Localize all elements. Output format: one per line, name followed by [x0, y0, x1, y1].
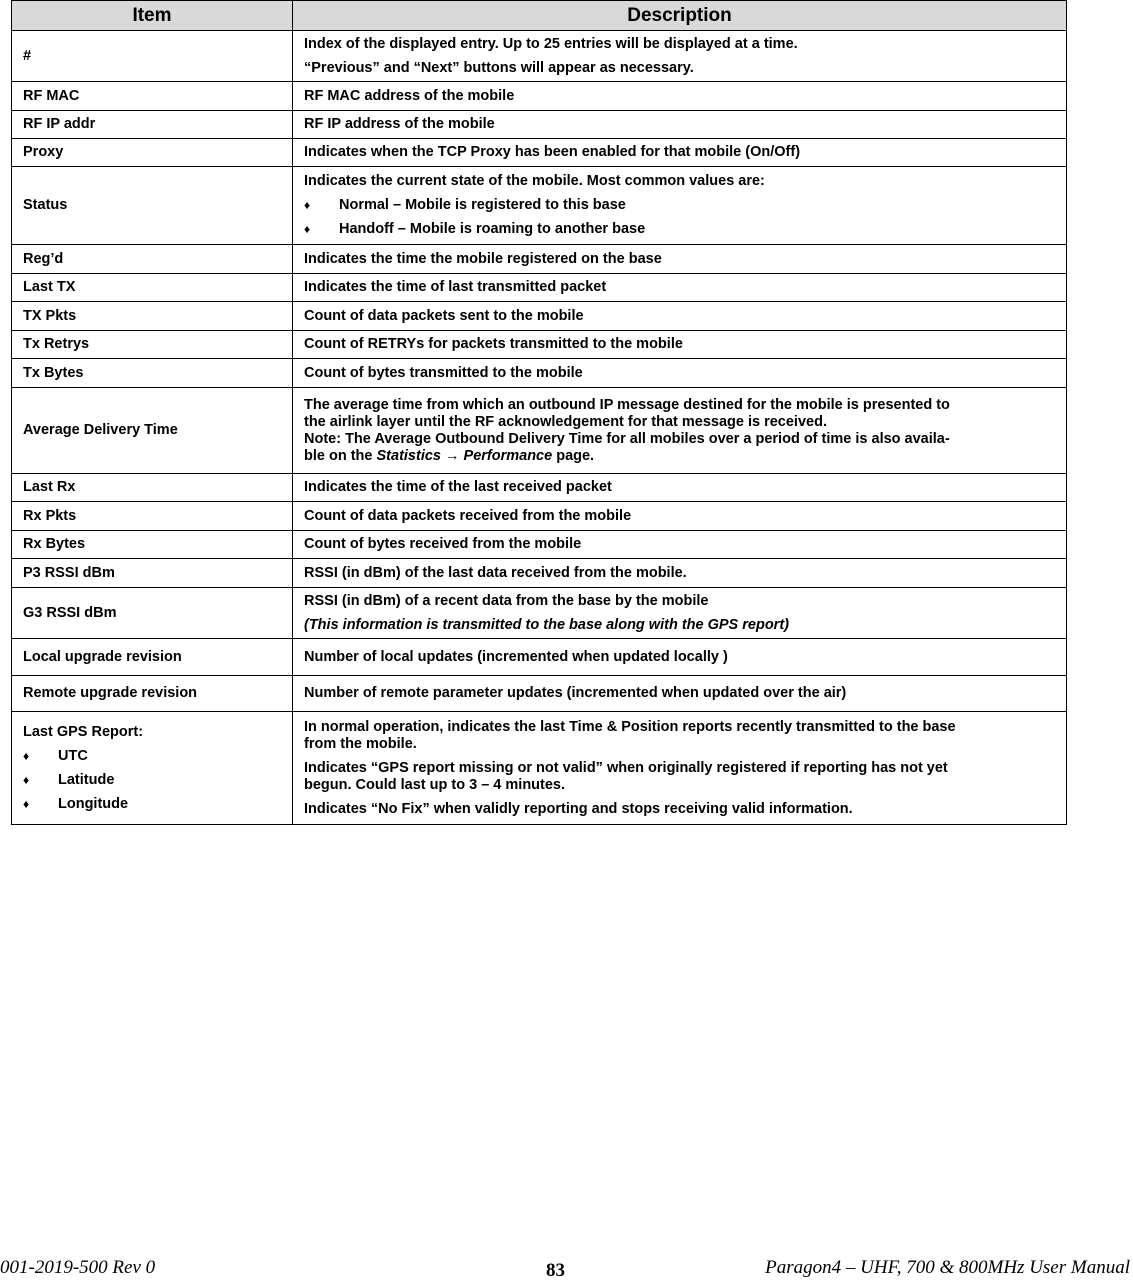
row-item: TX Pkts [12, 302, 293, 331]
list-item: ♦ Longitude [23, 795, 129, 812]
row-description: RSSI (in dBm) of a recent data from the base by the mobile (This information is transmitted to the base along with the GPS report) [293, 588, 1067, 639]
header-item: Item [12, 1, 293, 31]
row-item: Proxy [12, 139, 293, 167]
row-description: Indicates the time of the last received packet [293, 474, 1067, 502]
table-header-row [12, 1, 1067, 31]
row-description: Number of remote parameter updates (incremented when updated over the air) [293, 676, 1067, 712]
row-description: Indicates when the TCP Proxy has been enabled for that mobile (On/Off) [293, 139, 1067, 167]
row-description: Count of bytes transmitted to the mobile [293, 359, 1067, 388]
row-description: Indicates the time of last transmitted packet [293, 274, 1067, 302]
header-description: Description [293, 1, 1067, 31]
table-row [12, 274, 1067, 302]
table-row [12, 588, 1067, 639]
row-item: Rx Pkts [12, 502, 293, 531]
table-row [12, 676, 1067, 712]
diamond-bullet-icon: ♦ [304, 222, 311, 236]
row-item: Remote upgrade revision [12, 676, 293, 712]
table-row [12, 531, 1067, 559]
row-item: Status [12, 167, 293, 245]
row-description: Indicates the time the mobile registered on the base [293, 245, 1067, 274]
row-item: Last Rx [12, 474, 293, 502]
diamond-bullet-icon: ♦ [23, 772, 30, 787]
row-item: RF MAC [12, 82, 293, 111]
row-item: Tx Retrys [12, 331, 293, 359]
row-item: P3 RSSI dBm [12, 559, 293, 588]
row-description: RSSI (in dBm) of the last data received from the mobile. [293, 559, 1067, 588]
row-description: Indicates the current state of the mobile. Most common values are: ♦ Normal – Mobile is registered to this base ♦ Handoff – Mobile is roaming to another base [293, 167, 1067, 245]
list-item: ♦ UTC [23, 747, 88, 764]
row-description: Count of data packets sent to the mobile [293, 302, 1067, 331]
row-description: Count of data packets received from the mobile [293, 502, 1067, 531]
row-item: G3 RSSI dBm [12, 588, 293, 639]
row-item: Reg’d [12, 245, 293, 274]
table-row [12, 388, 1067, 474]
row-description: Count of bytes received from the mobile [293, 531, 1067, 559]
diamond-bullet-icon: ♦ [23, 748, 30, 763]
row-item: Last GPS Report: ♦ UTC ♦ Latitude ♦ Longitude [12, 712, 293, 825]
table-row [12, 474, 1067, 502]
row-item: # [12, 31, 293, 82]
row-description: Number of local updates (incremented when updated locally ) [293, 639, 1067, 676]
row-item: Rx Bytes [12, 531, 293, 559]
page-number: 83 [546, 1260, 565, 1281]
row-item: Average Delivery Time [12, 388, 293, 474]
table-row [12, 111, 1067, 139]
row-description: The average time from which an outbound IP message destined for the mobile is presented to the airlink layer until the RF acknowledgement for that message is received. Note: The Average Outbound Delivery Time for all mobiles over a period of time is also availa- ble on the Statistics → Performance page. [293, 388, 1067, 474]
row-item: Tx Bytes [12, 359, 293, 388]
footer-doc-number: 001-2019-500 Rev 0 [0, 1257, 156, 1278]
row-item: RF IP addr [12, 111, 293, 139]
table-row [12, 331, 1067, 359]
row-item: Local upgrade revision [12, 639, 293, 676]
footer-manual-title: Paragon4 – UHF, 700 & 800MHz User Manual [765, 1257, 1130, 1278]
row-description: Count of RETRYs for packets transmitted to the mobile [293, 331, 1067, 359]
diamond-bullet-icon: ♦ [304, 198, 311, 212]
list-item: ♦ Handoff – Mobile is roaming to another base [304, 221, 646, 237]
table-row [12, 302, 1067, 331]
table-row [12, 712, 1067, 825]
table-row [12, 82, 1067, 111]
list-item: ♦ Latitude [23, 771, 115, 788]
list-item: ♦ Normal – Mobile is registered to this base [304, 197, 626, 213]
menu-path: Statistics → Performance [376, 447, 553, 464]
diamond-bullet-icon: ♦ [23, 796, 30, 811]
item-description-table [11, 0, 1067, 825]
row-description: In normal operation, indicates the last Time & Position reports recently transmitted to the base from the mobile. Indicates “GPS report missing or not valid” when originally registered if reporting has not yet begun. Could last up to 3 – 4 minutes. Indicates “No Fix” when validly reporting and stops receiving valid information. [293, 712, 1067, 825]
table-row [12, 31, 1067, 82]
table-row [12, 139, 1067, 167]
table-row [12, 359, 1067, 388]
table-row [12, 639, 1067, 676]
table-row [12, 502, 1067, 531]
row-item: Last TX [12, 274, 293, 302]
table-row [12, 167, 1067, 245]
row-description: RF MAC address of the mobile [293, 82, 1067, 111]
row-description: Index of the displayed entry. Up to 25 entries will be displayed at a time. “Previous” and “Next” buttons will appear as necessary. [293, 31, 1067, 82]
table-row [12, 245, 1067, 274]
table-row [12, 559, 1067, 588]
row-description: RF IP address of the mobile [293, 111, 1067, 139]
